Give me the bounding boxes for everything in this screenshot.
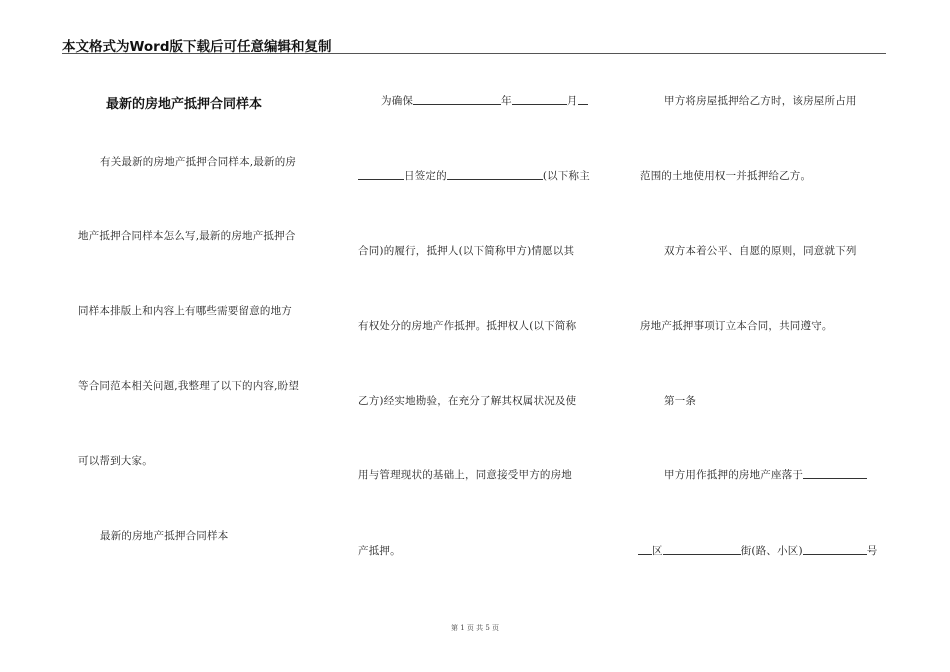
paragraph-line: 产抵押。 bbox=[358, 545, 401, 557]
paragraph-line: 等合同范本相关问题,我整理了以下的内容,盼望 bbox=[78, 380, 300, 392]
paragraph-line bbox=[664, 467, 867, 482]
paragraph-line: 范围的土地使用权一并抵押给乙方。 bbox=[640, 170, 812, 182]
text-span: 区 bbox=[652, 545, 663, 557]
text-span: 日签定的 bbox=[404, 170, 447, 182]
blank-underline bbox=[578, 93, 588, 105]
column-1 bbox=[0, 0, 330, 600]
paragraph-line bbox=[358, 168, 590, 183]
paragraph-line: 用与管理现状的基础上，同意接受甲方的房地 bbox=[358, 469, 572, 481]
blank-underline bbox=[447, 168, 543, 180]
column-2 bbox=[340, 0, 620, 600]
text-span: 年 bbox=[501, 95, 512, 107]
paragraph-line: 有关最新的房地产抵押合同样本,最新的房 bbox=[100, 156, 297, 168]
document-title: 最新的房地产抵押合同样本 bbox=[106, 97, 263, 112]
section-heading: 最新的房地产抵押合同样本 bbox=[100, 530, 229, 542]
text-span: (以下称主 bbox=[542, 170, 590, 182]
text-span: 为确保 bbox=[381, 95, 414, 107]
paragraph-line: 可以帮到大家。 bbox=[78, 455, 153, 467]
blank-underline bbox=[638, 543, 652, 555]
blank-underline bbox=[803, 543, 867, 555]
page-number-footer: 第 1 页 共 5 页 bbox=[450, 624, 500, 632]
text-span: 街(路、小区) bbox=[740, 545, 803, 557]
blank-underline bbox=[663, 543, 741, 555]
text-span: 月 bbox=[566, 95, 578, 107]
paragraph-line: 同样本排版上和内容上有哪些需要留意的地方 bbox=[78, 305, 292, 317]
paragraph-line: 乙方)经实地勘验，在充分了解其权属状况及使 bbox=[358, 395, 577, 407]
paragraph-line: 地产抵押合同样本怎么写,最新的房地产抵押合 bbox=[78, 230, 296, 242]
column-3 bbox=[630, 0, 890, 600]
blank-underline bbox=[358, 168, 404, 180]
paragraph-line: 合同)的履行，抵押人(以下简称甲方)情愿以其 bbox=[358, 245, 575, 257]
text-span: 甲方用作抵押的房地产座落于 bbox=[664, 469, 804, 481]
blank-underline bbox=[413, 93, 501, 105]
paragraph-line: 有权处分的房地产作抵押。抵押权人(以下简称 bbox=[358, 320, 577, 332]
blank-underline bbox=[803, 467, 867, 479]
paragraph-line bbox=[638, 543, 878, 558]
paragraph-line: 房地产抵押事项订立本合同，共同遵守。 bbox=[640, 320, 833, 332]
text-span: 号 bbox=[866, 545, 878, 557]
blank-underline bbox=[512, 93, 567, 105]
paragraph-line bbox=[381, 93, 588, 108]
paragraph-line: 双方本着公平、自愿的原则，同意就下列 bbox=[664, 245, 857, 257]
article-heading: 第一条 bbox=[664, 395, 697, 407]
paragraph-line: 甲方将房屋抵押给乙方时，该房屋所占用 bbox=[664, 95, 857, 107]
page-header-title: 本文格式为Word版下载后可任意编辑和复制 bbox=[62, 39, 332, 55]
